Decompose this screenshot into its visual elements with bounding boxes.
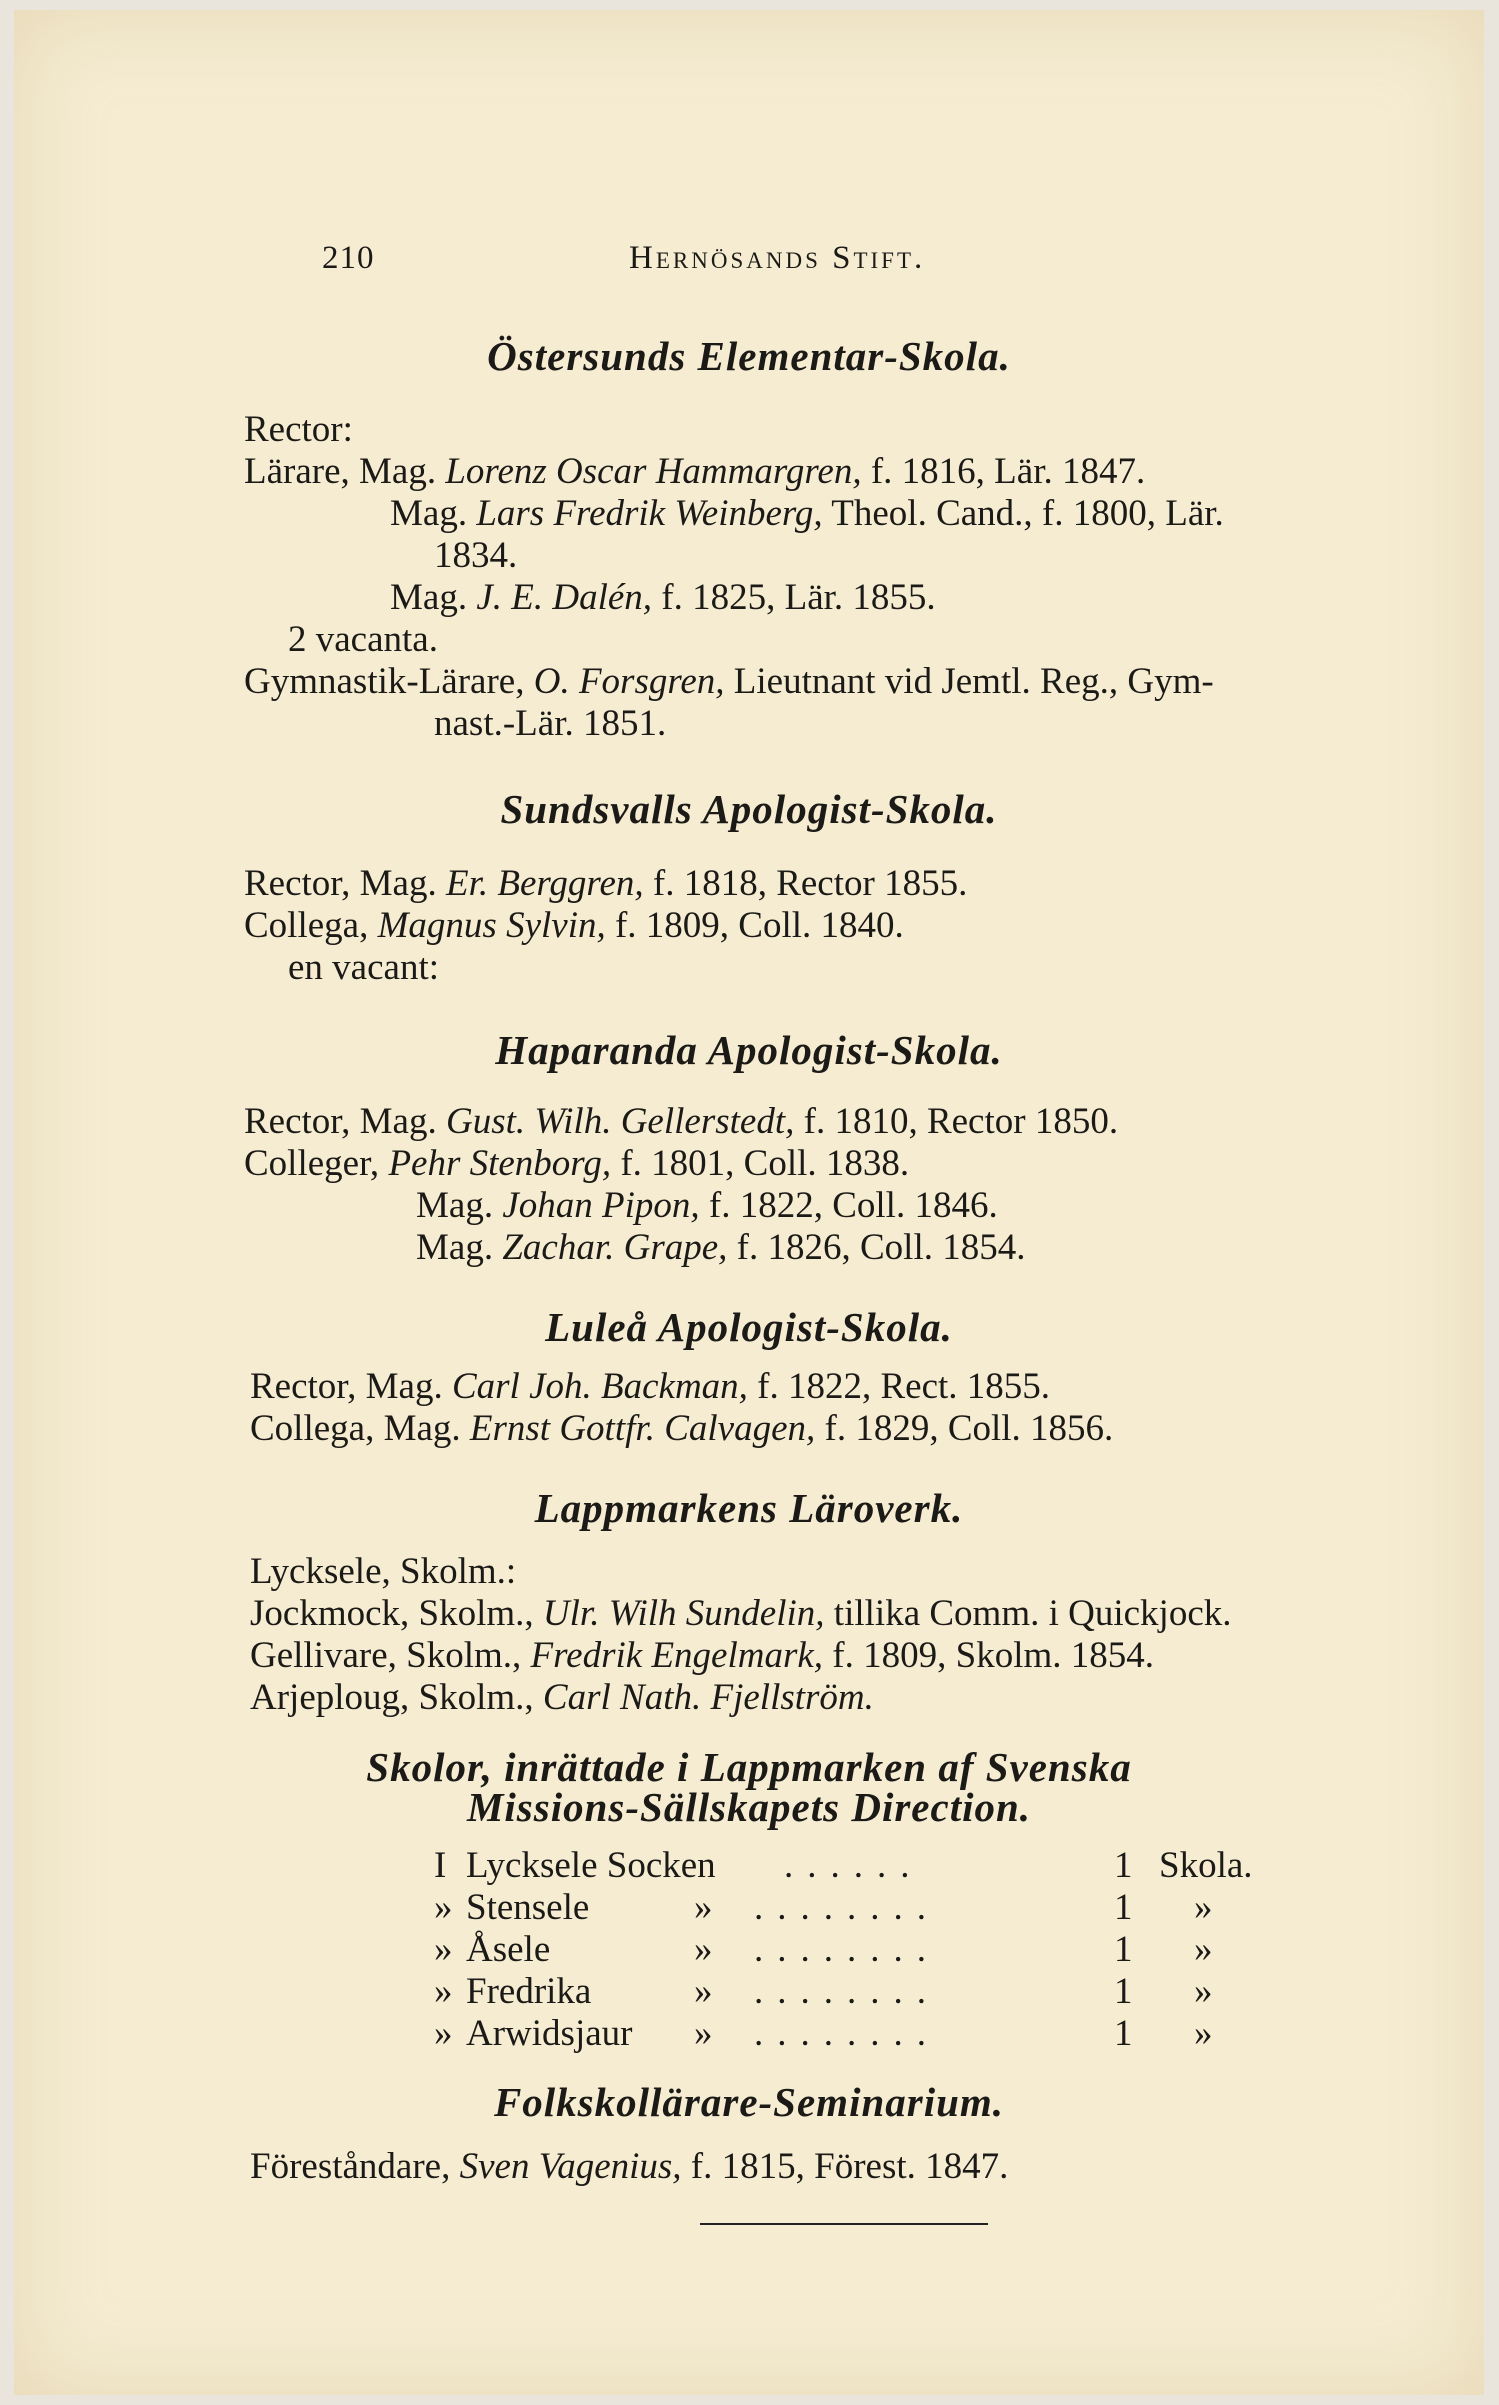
text-line: en vacant: bbox=[288, 947, 439, 988]
row-dots: ........ bbox=[754, 1887, 940, 1928]
row-name: Arwidsjaur bbox=[466, 2013, 633, 2054]
end-rule bbox=[700, 2223, 988, 2225]
text-line: Gellivare, Skolm., Fredrik Engelmark, f. 1809, Skolm. 1854. bbox=[250, 1635, 1155, 1676]
text-line: Rector: bbox=[244, 409, 353, 450]
row-ditto: » bbox=[694, 1929, 713, 1970]
text-line: Collega, Magnus Sylvin, f. 1809, Coll. 1840. bbox=[244, 905, 904, 946]
section-title-missions: Skolor, inrättade i Lappmarken af Svenska bbox=[366, 1744, 1132, 1790]
row-ditto: » bbox=[694, 1887, 713, 1928]
text-line: Arjeploug, Skolm., Carl Nath. Fjellström. bbox=[250, 1677, 874, 1718]
text-line: Mag. Johan Pipon, f. 1822, Coll. 1846. bbox=[416, 1185, 998, 1226]
row-dots: ........ bbox=[754, 1929, 940, 1970]
text-line: Gymnastik-Lärare, O. Forsgren, Lieutnant vid Jemtl. Reg., Gym- bbox=[244, 661, 1214, 702]
row-unit: » bbox=[1194, 1929, 1213, 1970]
text-line: Rector, Mag. Carl Joh. Backman, f. 1822, Rect. 1855. bbox=[250, 1366, 1051, 1407]
text-line: nast.-Lär. 1851. bbox=[434, 703, 667, 744]
text-line: Mag. J. E. Dalén, f. 1825, Lär. 1855. bbox=[390, 577, 936, 618]
text-line: Föreståndare, Sven Vagenius, f. 1815, Förest. 1847. bbox=[250, 2146, 1009, 2187]
row-name: Fredrika bbox=[466, 1971, 592, 2012]
row-dots: ........ bbox=[754, 1971, 940, 2012]
row-dots: ........ bbox=[754, 2013, 940, 2054]
section-title-seminarium: Folkskollärare-Seminarium. bbox=[493, 2079, 1005, 2125]
row-name: Lycksele Socken bbox=[466, 1845, 716, 1886]
text-line: 2 vacanta. bbox=[288, 619, 438, 660]
section-title-ostersund: Östersunds Elementar-Skola. bbox=[487, 333, 1011, 379]
row-count: 1 bbox=[1114, 1887, 1133, 1928]
text-line: Colleger, Pehr Stenborg, f. 1801, Coll. 1838. bbox=[244, 1143, 910, 1184]
row-count: 1 bbox=[1114, 1929, 1133, 1970]
row-ditto: » bbox=[694, 1971, 713, 2012]
text-line: 1834. bbox=[434, 535, 518, 576]
section-title-lulea: Luleå Apologist-Skola. bbox=[545, 1304, 953, 1350]
text-line: Jockmock, Skolm., Ulr. Wilh Sundelin, tillika Comm. i Quickjock. bbox=[250, 1593, 1232, 1634]
row-unit: » bbox=[1194, 1971, 1213, 2012]
row-unit: Skola. bbox=[1159, 1845, 1253, 1886]
row-prefix: » bbox=[434, 1887, 453, 1928]
page-number: 210 bbox=[322, 240, 375, 276]
section-title-sundsvall: Sundsvalls Apologist-Skola. bbox=[500, 786, 998, 832]
text-line: Lycksele, Skolm.: bbox=[250, 1551, 517, 1592]
text-line: Rector, Mag. Er. Berggren, f. 1818, Rector 1855. bbox=[244, 863, 968, 904]
row-count: 1 bbox=[1114, 1845, 1133, 1886]
text-line: Lärare, Mag. Lorenz Oscar Hammargren, f. 1816, Lär. 1847. bbox=[244, 451, 1146, 492]
section-title-missions-cont: Missions-Sällskapets Direction. bbox=[466, 1784, 1032, 1830]
row-name: Stensele bbox=[466, 1887, 590, 1928]
section-title-haparanda: Haparanda Apologist-Skola. bbox=[495, 1027, 1003, 1073]
row-unit: » bbox=[1194, 1887, 1213, 1928]
text-line: Rector, Mag. Gust. Wilh. Gellerstedt, f. 1810, Rector 1850. bbox=[244, 1101, 1119, 1142]
row-ditto: » bbox=[694, 2013, 713, 2054]
row-dots: ...... bbox=[784, 1845, 924, 1886]
book-page bbox=[14, 10, 1484, 2395]
row-unit: » bbox=[1194, 2013, 1213, 2054]
row-prefix: I bbox=[434, 1845, 447, 1886]
running-title: Hernösands Stift. bbox=[629, 240, 926, 276]
text-line: Collega, Mag. Ernst Gottfr. Calvagen, f. 1829, Coll. 1856. bbox=[250, 1408, 1114, 1449]
row-prefix: » bbox=[434, 1929, 453, 1970]
row-prefix: » bbox=[434, 1971, 453, 2012]
text-line: Mag. Zachar. Grape, f. 1826, Coll. 1854. bbox=[416, 1227, 1026, 1268]
row-count: 1 bbox=[1114, 2013, 1133, 2054]
row-count: 1 bbox=[1114, 1971, 1133, 2012]
text-line: Mag. Lars Fredrik Weinberg, Theol. Cand., f. 1800, Lär. bbox=[390, 493, 1224, 534]
section-title-lappmarken: Lappmarkens Läroverk. bbox=[534, 1485, 964, 1531]
row-prefix: » bbox=[434, 2013, 453, 2054]
row-name: Åsele bbox=[466, 1929, 551, 1970]
